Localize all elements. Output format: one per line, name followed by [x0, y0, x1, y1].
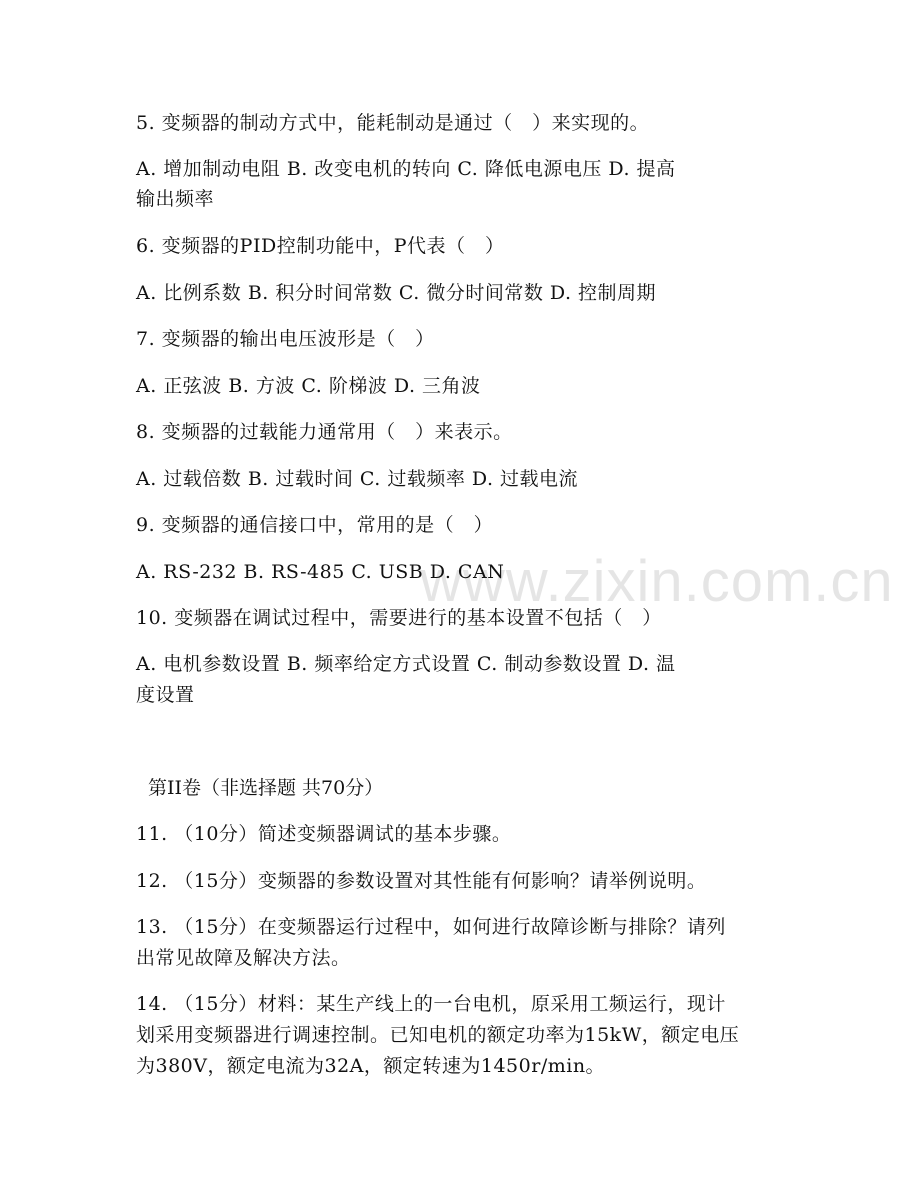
question-9: 9. 变频器的通信接口中，常用的是（ ）: [136, 514, 494, 536]
question-11: 11. （10分）简述变频器调试的基本步骤。: [136, 823, 512, 845]
question-6: 6. 变频器的PID控制功能中，P代表（ ）: [136, 235, 505, 257]
question-10: 10. 变频器在调试过程中，需要进行的基本设置不包括（ ）: [136, 607, 662, 629]
question-14-cont-1: 划采用变频器进行调速控制。已知电机的额定功率为15kW，额定电压: [136, 1024, 740, 1046]
section-title: 第II卷（非选择题 共70分）: [148, 777, 384, 799]
question-14-cont-2: 为380V，额定电流为32A，额定转速为1450r/min。: [136, 1055, 606, 1077]
question-13-cont: 出常见故障及解决方法。: [136, 947, 351, 969]
question-14: 14. （15分）材料：某生产线上的一台电机，原采用工频运行，现计: [136, 993, 726, 1015]
question-8: 8. 变频器的过载能力通常用（ ）来表示。: [136, 421, 513, 443]
question-9-options: A. RS-232 B. RS-485 C. USB D. CAN: [136, 561, 505, 583]
question-10-options-cont: 度设置: [136, 684, 195, 706]
question-10-options: A. 电机参数设置 B. 频率给定方式设置 C. 制动参数设置 D. 温: [136, 653, 676, 675]
question-5-options: A. 增加制动电阻 B. 改变电机的转向 C. 降低电源电压 D. 提高: [136, 158, 676, 180]
question-12: 12. （15分）变频器的参数设置对其性能有何影响？请举例说明。: [136, 870, 707, 892]
question-5: 5. 变频器的制动方式中，能耗制动是通过（ ）来实现的。: [136, 112, 650, 134]
question-6-options: A. 比例系数 B. 积分时间常数 C. 微分时间常数 D. 控制周期: [136, 282, 657, 304]
question-5-options-cont: 输出频率: [136, 188, 215, 210]
question-13: 13. （15分）在变频器运行过程中，如何进行故障诊断与排除？请列: [136, 916, 726, 938]
question-7-options: A. 正弦波 B. 方波 C. 阶梯波 D. 三角波: [136, 375, 481, 397]
question-7: 7. 变频器的输出电压波形是（ ）: [136, 328, 435, 350]
watermark: www.zixin.com.cn: [420, 549, 894, 614]
question-8-options: A. 过载倍数 B. 过载时间 C. 过载频率 D. 过载电流: [136, 468, 579, 490]
